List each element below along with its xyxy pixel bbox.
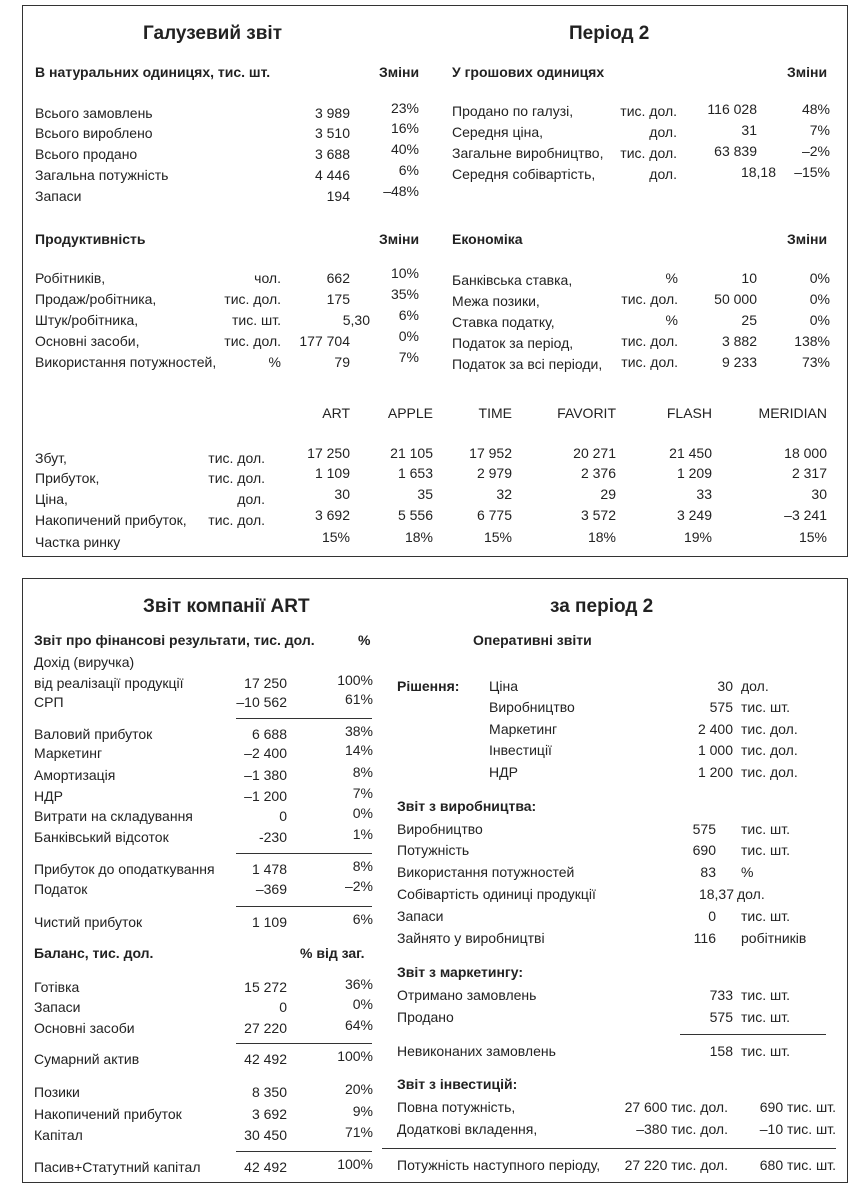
company-row-value: 1 209 xyxy=(676,465,712,481)
decision-unit: тис. дол. xyxy=(741,742,798,758)
income-row-pct: 61% xyxy=(344,691,373,707)
natural-row-change: –48% xyxy=(383,183,419,199)
industry-report-panel xyxy=(22,5,848,557)
balance-row-label: Готівка xyxy=(34,979,80,995)
economy-row-label: Податок за всі періоди, xyxy=(452,356,603,372)
balance-row-value: 42 492 xyxy=(244,1051,287,1067)
productivity-row-label: Використання потужностей, xyxy=(35,354,217,370)
company-column-header: MERIDIAN xyxy=(758,405,827,421)
productivity-row-value: 177 704 xyxy=(299,333,350,349)
production-unit: тис. шт. xyxy=(741,842,790,858)
money-row-label: Середня ціна, xyxy=(452,124,544,140)
income-row-label: Податок xyxy=(34,881,88,897)
production-value: 0 xyxy=(708,908,716,924)
investment-money: 27 220 тис. дол. xyxy=(624,1157,728,1173)
income-row-value: 17 250 xyxy=(244,675,287,691)
company-row-value: 6 775 xyxy=(476,507,512,523)
company-row-value: 1 653 xyxy=(397,465,433,481)
income-row-value: 1 109 xyxy=(251,914,287,930)
company-row-value: 3 572 xyxy=(580,507,616,523)
income-row-label: Витрати на складування xyxy=(34,808,193,824)
divider xyxy=(236,1151,372,1152)
company-period: за період 2 xyxy=(550,596,654,617)
investment-label: Повна потужність, xyxy=(397,1099,516,1115)
marketing-unit: тис. шт. xyxy=(741,1009,790,1025)
economy-row-value: 10 xyxy=(741,270,757,286)
money-row-unit: дол. xyxy=(649,166,677,182)
marketing-value: 158 xyxy=(709,1043,733,1059)
company-row-unit: тис. дол. xyxy=(208,450,265,466)
income-row-value: –1 380 xyxy=(244,767,287,783)
company-row-value: 3 249 xyxy=(676,507,712,523)
productivity-row-label: Продаж/робітника, xyxy=(35,291,157,307)
investment-label: Потужність наступного періоду, xyxy=(397,1157,601,1173)
natural-row-change: 23% xyxy=(390,100,419,116)
company-row-value: 35 xyxy=(417,486,433,502)
natural-row-value: 194 xyxy=(326,188,350,204)
company-row-value: 18 000 xyxy=(784,445,827,461)
decision-value: 1 200 xyxy=(697,764,733,780)
company-row-label: Збут, xyxy=(35,450,67,466)
divider xyxy=(236,853,372,854)
money-row-change: –2% xyxy=(801,143,830,159)
company-row-value: 2 979 xyxy=(476,465,512,481)
revenue-label: Дохід (виручка) xyxy=(34,654,135,670)
income-row-label: від реалізації продукції xyxy=(34,675,184,691)
income-row-label: Амортизація xyxy=(34,767,116,783)
company-row-value: 19% xyxy=(683,529,712,545)
company-row-value: 18% xyxy=(587,529,616,545)
economy-change-heading: Зміни xyxy=(787,231,828,247)
investment-label: Додаткові вкладення, xyxy=(397,1121,538,1137)
balance-row-value: 0 xyxy=(279,999,287,1015)
balance-row-value: 15 272 xyxy=(244,979,287,995)
economy-row-unit: % xyxy=(665,270,678,286)
natural-row-label: Всього вироблено xyxy=(35,125,153,141)
marketing-unit: тис. шт. xyxy=(741,987,790,1003)
balance-row-pct: 71% xyxy=(344,1124,373,1140)
income-row-label: Чистий прибуток xyxy=(34,914,143,930)
natural-row-value: 3 989 xyxy=(314,105,350,121)
balance-row-value: 3 692 xyxy=(251,1106,287,1122)
economy-row-label: Банківська ставка, xyxy=(452,272,573,288)
income-heading: Звіт про фінансові результати, тис. дол. xyxy=(34,632,315,648)
income-row-value: –10 562 xyxy=(236,694,287,710)
balance-row-pct: 9% xyxy=(352,1103,373,1119)
company-row-label: Прибуток, xyxy=(35,470,100,486)
money-row-value: 116 028 xyxy=(707,101,757,117)
investment-money: 27 600 тис. дол. xyxy=(624,1099,728,1115)
money-change-heading: Зміни xyxy=(787,64,828,80)
marketing-label: Отримано замовлень xyxy=(397,987,537,1003)
income-row-pct: 14% xyxy=(344,742,373,758)
company-column-header: APPLE xyxy=(387,405,433,421)
money-heading: У грошових одиницях xyxy=(452,64,605,80)
natural-row-label: Всього замовлень xyxy=(35,105,153,121)
economy-row-unit: % xyxy=(665,312,678,328)
income-row-pct: 38% xyxy=(344,723,373,739)
money-row-change: –15% xyxy=(794,164,830,180)
company-row-unit: тис. дол. xyxy=(208,512,265,528)
income-row-pct: 7% xyxy=(352,785,373,801)
productivity-row-change: 7% xyxy=(398,349,419,365)
economy-row-label: Межа позики, xyxy=(452,293,540,309)
economy-row-label: Ставка податку, xyxy=(452,314,555,330)
decision-unit: тис. шт. xyxy=(741,699,790,715)
income-pct-heading: % xyxy=(358,632,371,648)
company-row-value: 32 xyxy=(496,486,512,502)
natural-row-change: 6% xyxy=(398,162,419,178)
money-row-label: Загальне виробництво, xyxy=(452,145,604,161)
income-row-pct: 1% xyxy=(352,826,373,842)
balance-row-pct: 0% xyxy=(352,996,373,1012)
productivity-row-change: 0% xyxy=(398,328,419,344)
income-row-label: Маркетинг xyxy=(34,745,103,761)
economy-row-change: 138% xyxy=(794,333,830,349)
company-column-header: TIME xyxy=(478,405,512,421)
income-row-value: 0 xyxy=(279,808,287,824)
decision-label: Маркетинг xyxy=(489,721,558,737)
company-row-value: 15% xyxy=(483,529,512,545)
operative-heading: Оперативні звіти xyxy=(473,632,592,648)
money-row-value: 18,18 xyxy=(740,164,776,180)
production-label: Зайнято у виробництві xyxy=(397,930,545,946)
money-row-unit: тис. дол. xyxy=(620,103,677,119)
economy-row-unit: тис. дол. xyxy=(621,333,678,349)
income-row-value: 6 688 xyxy=(251,726,287,742)
balance-row-value: 42 492 xyxy=(244,1159,287,1175)
productivity-row-value: 5,30 xyxy=(342,312,370,328)
income-row-value: –2 400 xyxy=(244,745,287,761)
income-row-value: -230 xyxy=(258,829,287,845)
natural-change-heading: Зміни xyxy=(379,64,420,80)
income-row-pct: 100% xyxy=(337,672,373,688)
money-row-value: 63 839 xyxy=(714,143,757,159)
income-row-pct: 6% xyxy=(352,911,373,927)
economy-heading: Економіка xyxy=(452,231,523,247)
divider xyxy=(236,1043,372,1044)
marketing-value: 575 xyxy=(709,1009,733,1025)
decision-label: Виробництво xyxy=(489,699,575,715)
company-row-value: 18% xyxy=(404,529,433,545)
marketing-heading: Звіт з маркетингу: xyxy=(397,964,523,980)
investment-money: –380 тис. дол. xyxy=(636,1121,728,1137)
balance-row-label: Запаси xyxy=(34,999,81,1015)
natural-row-label: Запаси xyxy=(35,188,82,204)
company-row-unit: тис. дол. xyxy=(208,470,265,486)
production-unit: % xyxy=(741,864,754,880)
natural-row-label: Загальна потужність xyxy=(35,167,169,183)
economy-row-change: 0% xyxy=(809,270,830,286)
decision-label: Ціна xyxy=(489,678,518,694)
company-row-value: –3 241 xyxy=(784,507,827,523)
production-label: Запаси xyxy=(397,908,444,924)
marketing-value: 733 xyxy=(709,987,733,1003)
economy-row-change: 0% xyxy=(809,291,830,307)
balance-row-label: Сумарний актив xyxy=(34,1051,140,1067)
decision-label: НДР xyxy=(489,764,518,780)
productivity-row-value: 79 xyxy=(334,354,350,370)
income-row-value: 1 478 xyxy=(251,861,287,877)
company-row-value: 30 xyxy=(334,486,350,502)
divider xyxy=(680,1034,826,1035)
production-value: 690 xyxy=(692,842,716,858)
natural-row-label: Всього продано xyxy=(35,146,138,162)
income-row-value: –1 200 xyxy=(244,788,287,804)
company-row-label: Ціна, xyxy=(35,491,68,507)
natural-row-value: 4 446 xyxy=(314,167,350,183)
balance-heading: Баланс, тис. дол. xyxy=(34,945,154,961)
investment-units: 680 тис. шт. xyxy=(759,1157,836,1173)
productivity-row-value: 662 xyxy=(326,270,350,286)
production-label: Виробництво xyxy=(397,821,483,837)
production-value: 116 xyxy=(693,930,716,946)
productivity-heading: Продуктивність xyxy=(35,231,146,247)
natural-row-value: 3 688 xyxy=(314,146,350,162)
balance-row-value: 8 350 xyxy=(251,1084,287,1100)
company-row-value: 3 692 xyxy=(314,507,350,523)
balance-row-label: Основні засоби xyxy=(34,1020,135,1036)
production-unit: робітників xyxy=(741,930,807,946)
balance-row-value: 27 220 xyxy=(244,1020,287,1036)
company-row-value: 17 952 xyxy=(469,445,512,461)
production-value: 83 xyxy=(700,864,716,880)
money-row-change: 48% xyxy=(801,101,830,117)
company-report-panel xyxy=(22,578,848,1183)
economy-row-value: 25 xyxy=(741,312,757,328)
divider xyxy=(236,718,372,719)
production-label: Собівартість одиниці продукції xyxy=(397,886,596,902)
production-value: 18,37 xyxy=(698,886,734,902)
balance-row-label: Капітал xyxy=(34,1127,83,1143)
economy-row-change: 73% xyxy=(801,354,830,370)
company-title: Звіт компанії ART xyxy=(143,596,310,617)
company-row-value: 1 109 xyxy=(314,465,350,481)
marketing-label: Невиконаних замовлень xyxy=(397,1043,556,1059)
decision-label: Інвестиції xyxy=(489,742,552,758)
decision-value: 1 000 xyxy=(697,742,733,758)
investment-units: –10 тис. шт. xyxy=(759,1121,836,1137)
economy-row-label: Податок за період, xyxy=(452,335,574,351)
production-label: Використання потужностей xyxy=(397,864,575,880)
economy-row-value: 9 233 xyxy=(721,354,757,370)
productivity-row-unit: тис. шт. xyxy=(232,312,281,328)
natural-row-value: 3 510 xyxy=(314,125,350,141)
productivity-row-change: 10% xyxy=(390,265,419,281)
company-row-value: 29 xyxy=(600,486,616,502)
balance-row-pct: 20% xyxy=(344,1081,373,1097)
economy-row-unit: тис. дол. xyxy=(621,354,678,370)
income-row-label: Банківський відсоток xyxy=(34,829,169,845)
production-heading: Звіт з виробництва: xyxy=(397,798,537,814)
investment-heading: Звіт з інвестицій: xyxy=(397,1076,518,1092)
productivity-row-unit: % xyxy=(268,354,281,370)
company-row-label: Накопичений прибуток, xyxy=(35,512,187,528)
productivity-row-change: 6% xyxy=(398,307,419,323)
marketing-label: Продано xyxy=(397,1009,454,1025)
productivity-row-unit: чол. xyxy=(254,270,281,286)
decision-value: 575 xyxy=(709,699,733,715)
balance-row-pct: 100% xyxy=(337,1156,373,1172)
natural-heading: В натуральних одиницях, тис. шт. xyxy=(35,64,271,80)
company-row-label: Частка ринку xyxy=(35,534,121,550)
company-column-header: FAVORIT xyxy=(557,405,616,421)
natural-row-change: 40% xyxy=(390,141,419,157)
industry-period: Період 2 xyxy=(569,23,650,44)
industry-title: Галузевий звіт xyxy=(143,23,283,44)
divider xyxy=(382,1148,836,1149)
balance-row-pct: 36% xyxy=(344,976,373,992)
money-row-unit: дол. xyxy=(649,124,677,140)
income-row-label: Валовий прибуток xyxy=(34,726,153,742)
decisions-label: Рішення: xyxy=(397,678,460,694)
production-unit: дол. xyxy=(737,886,765,902)
company-column-header: FLASH xyxy=(666,405,712,421)
productivity-row-unit: тис. дол. xyxy=(224,291,281,307)
production-unit: тис. шт. xyxy=(741,821,790,837)
income-row-label: Прибуток до оподаткування xyxy=(34,861,215,877)
money-row-label: Продано по галузі, xyxy=(452,103,574,119)
money-row-label: Середня собівартість, xyxy=(452,166,596,182)
decision-unit: дол. xyxy=(741,678,769,694)
production-unit: тис. шт. xyxy=(741,908,790,924)
economy-row-value: 50 000 xyxy=(714,291,757,307)
money-row-change: 7% xyxy=(809,122,830,138)
marketing-unit: тис. шт. xyxy=(741,1043,790,1059)
productivity-row-unit: тис. дол. xyxy=(224,333,281,349)
company-row-value: 30 xyxy=(811,486,827,502)
company-row-value: 5 556 xyxy=(397,507,433,523)
income-row-pct: 8% xyxy=(352,764,373,780)
decision-value: 30 xyxy=(717,678,733,694)
decision-unit: тис. дол. xyxy=(741,764,798,780)
decision-value: 2 400 xyxy=(697,721,733,737)
company-row-value: 15% xyxy=(321,529,350,545)
divider xyxy=(236,906,372,907)
economy-row-change: 0% xyxy=(809,312,830,328)
income-row-pct: 8% xyxy=(352,858,373,874)
decision-unit: тис. дол. xyxy=(741,721,798,737)
money-row-unit: тис. дол. xyxy=(620,145,677,161)
company-row-value: 21 450 xyxy=(669,445,712,461)
production-value: 575 xyxy=(692,821,716,837)
productivity-row-label: Робітників, xyxy=(35,270,106,286)
balance-row-label: Пасив+Статутний капітал xyxy=(34,1159,201,1175)
natural-row-change: 16% xyxy=(390,120,419,136)
balance-row-label: Позики xyxy=(34,1084,80,1100)
balance-row-value: 30 450 xyxy=(244,1127,287,1143)
economy-row-unit: тис. дол. xyxy=(621,291,678,307)
company-row-value: 17 250 xyxy=(307,445,350,461)
company-row-unit: дол. xyxy=(237,491,265,507)
productivity-row-value: 175 xyxy=(326,291,350,307)
balance-row-label: Накопичений прибуток xyxy=(34,1106,182,1122)
productivity-row-label: Основні засоби, xyxy=(35,333,140,349)
company-row-value: 15% xyxy=(798,529,827,545)
economy-row-value: 3 882 xyxy=(721,333,757,349)
balance-pct-heading: % від заг. xyxy=(300,945,365,961)
income-row-value: –369 xyxy=(255,881,287,897)
production-label: Потужність xyxy=(397,842,470,858)
productivity-row-change: 35% xyxy=(390,286,419,302)
company-row-value: 21 105 xyxy=(390,445,433,461)
investment-units: 690 тис. шт. xyxy=(759,1099,836,1115)
company-row-value: 20 271 xyxy=(573,445,616,461)
money-row-value: 31 xyxy=(741,122,757,138)
income-row-label: НДР xyxy=(34,788,63,804)
income-row-pct: 0% xyxy=(352,805,373,821)
company-row-value: 33 xyxy=(696,486,712,502)
balance-row-pct: 100% xyxy=(337,1048,373,1064)
company-row-value: 2 317 xyxy=(791,465,827,481)
company-row-value: 2 376 xyxy=(580,465,616,481)
productivity-change-heading: Зміни xyxy=(379,231,420,247)
balance-row-pct: 64% xyxy=(344,1017,373,1033)
productivity-row-label: Штук/робітника, xyxy=(35,312,139,328)
income-row-pct: –2% xyxy=(344,878,373,894)
company-column-header: ART xyxy=(322,405,350,421)
income-row-label: СРП xyxy=(34,694,64,710)
